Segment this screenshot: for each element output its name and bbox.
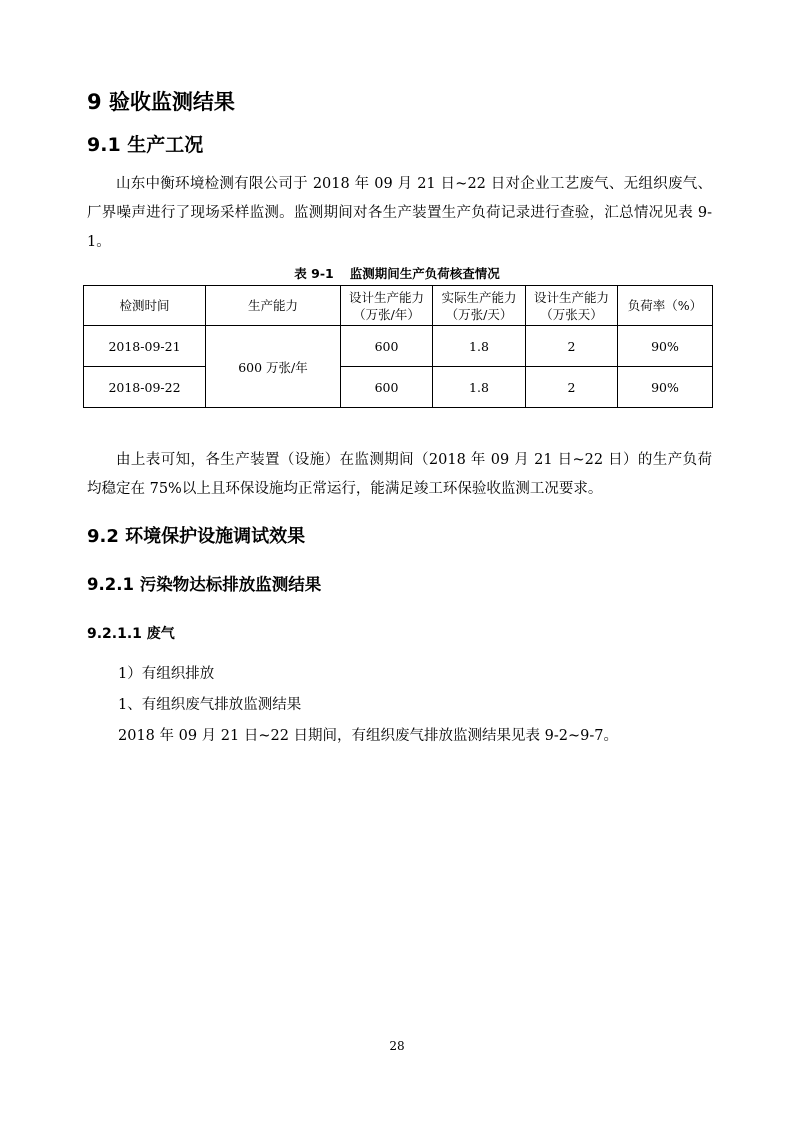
subsubsection-heading-pollutants: 9.2.1 污染物达标排放监测结果: [87, 575, 322, 594]
actual-day-cell: 1.8: [433, 367, 526, 408]
list-item-monitoring-results: 1、有组织废气排放监测结果: [118, 697, 302, 713]
results-reference-text: 2018 年 09 月 21 日~22 日期间，有组织废气排放监测结果见表 9-2~9-7。: [118, 728, 619, 744]
actual-day-cell: 1.8: [433, 326, 526, 367]
conclusion-paragraph: 由上表可知，各生产装置（设施）在监测期间（2018 年 09 月 21 日~22 日）的生产负荷均稳定在 75%以上且环保设施均正常运行，能满足竣工环保验收监测工况要求。: [87, 452, 712, 497]
list-item-organized-emission: 1）有组织排放: [118, 666, 215, 682]
subsection-heading-environment: 9.2 环境保护设施调试效果: [87, 526, 306, 547]
section-heading: 9 验收监测结果: [87, 90, 235, 114]
table-header-row: [84, 286, 713, 326]
header-cell: 设计生产能力（万张/年）: [341, 286, 433, 326]
header-cell: 设计生产能力（万张天）: [526, 286, 618, 326]
design-day-cell: 2: [526, 367, 618, 408]
table-row: [84, 367, 713, 408]
production-paragraph: 山东中衡环境检测有限公司于 2018 年 09 月 21 日~22 日对企业工艺废气、无组织废气、厂界噪声进行了现场采样监测。监测期间对各生产装置生产负荷记录进行查验，汇总情况见表 9-1。: [87, 176, 712, 250]
design-year-cell: 600: [341, 326, 433, 367]
load-rate-cell: 90%: [618, 367, 713, 408]
subsection-heading-production: 9.1 生产工况: [87, 134, 204, 156]
date-cell: 2018-09-21: [84, 326, 206, 367]
design-day-cell: 2: [526, 326, 618, 367]
heading-waste-gas: 9.2.1.1 废气: [87, 626, 175, 642]
production-load-table: [83, 285, 713, 408]
table-caption-number: 表 9-1: [294, 266, 334, 281]
header-cell: 生产能力: [206, 286, 341, 326]
page-number: 28: [389, 1039, 405, 1053]
header-cell: 负荷率（%）: [618, 286, 713, 326]
table-row: [84, 326, 713, 367]
load-rate-cell: 90%: [618, 326, 713, 367]
header-cell: 实际生产能力（万张/天）: [433, 286, 526, 326]
table-caption-title: 监测期间生产负荷核查情况: [349, 266, 500, 281]
date-cell: 2018-09-22: [84, 367, 206, 408]
capacity-cell: 600 万张/年: [206, 326, 341, 408]
header-cell: 检测时间: [84, 286, 206, 326]
table-caption: [0, 264, 794, 282]
design-year-cell: 600: [341, 367, 433, 408]
